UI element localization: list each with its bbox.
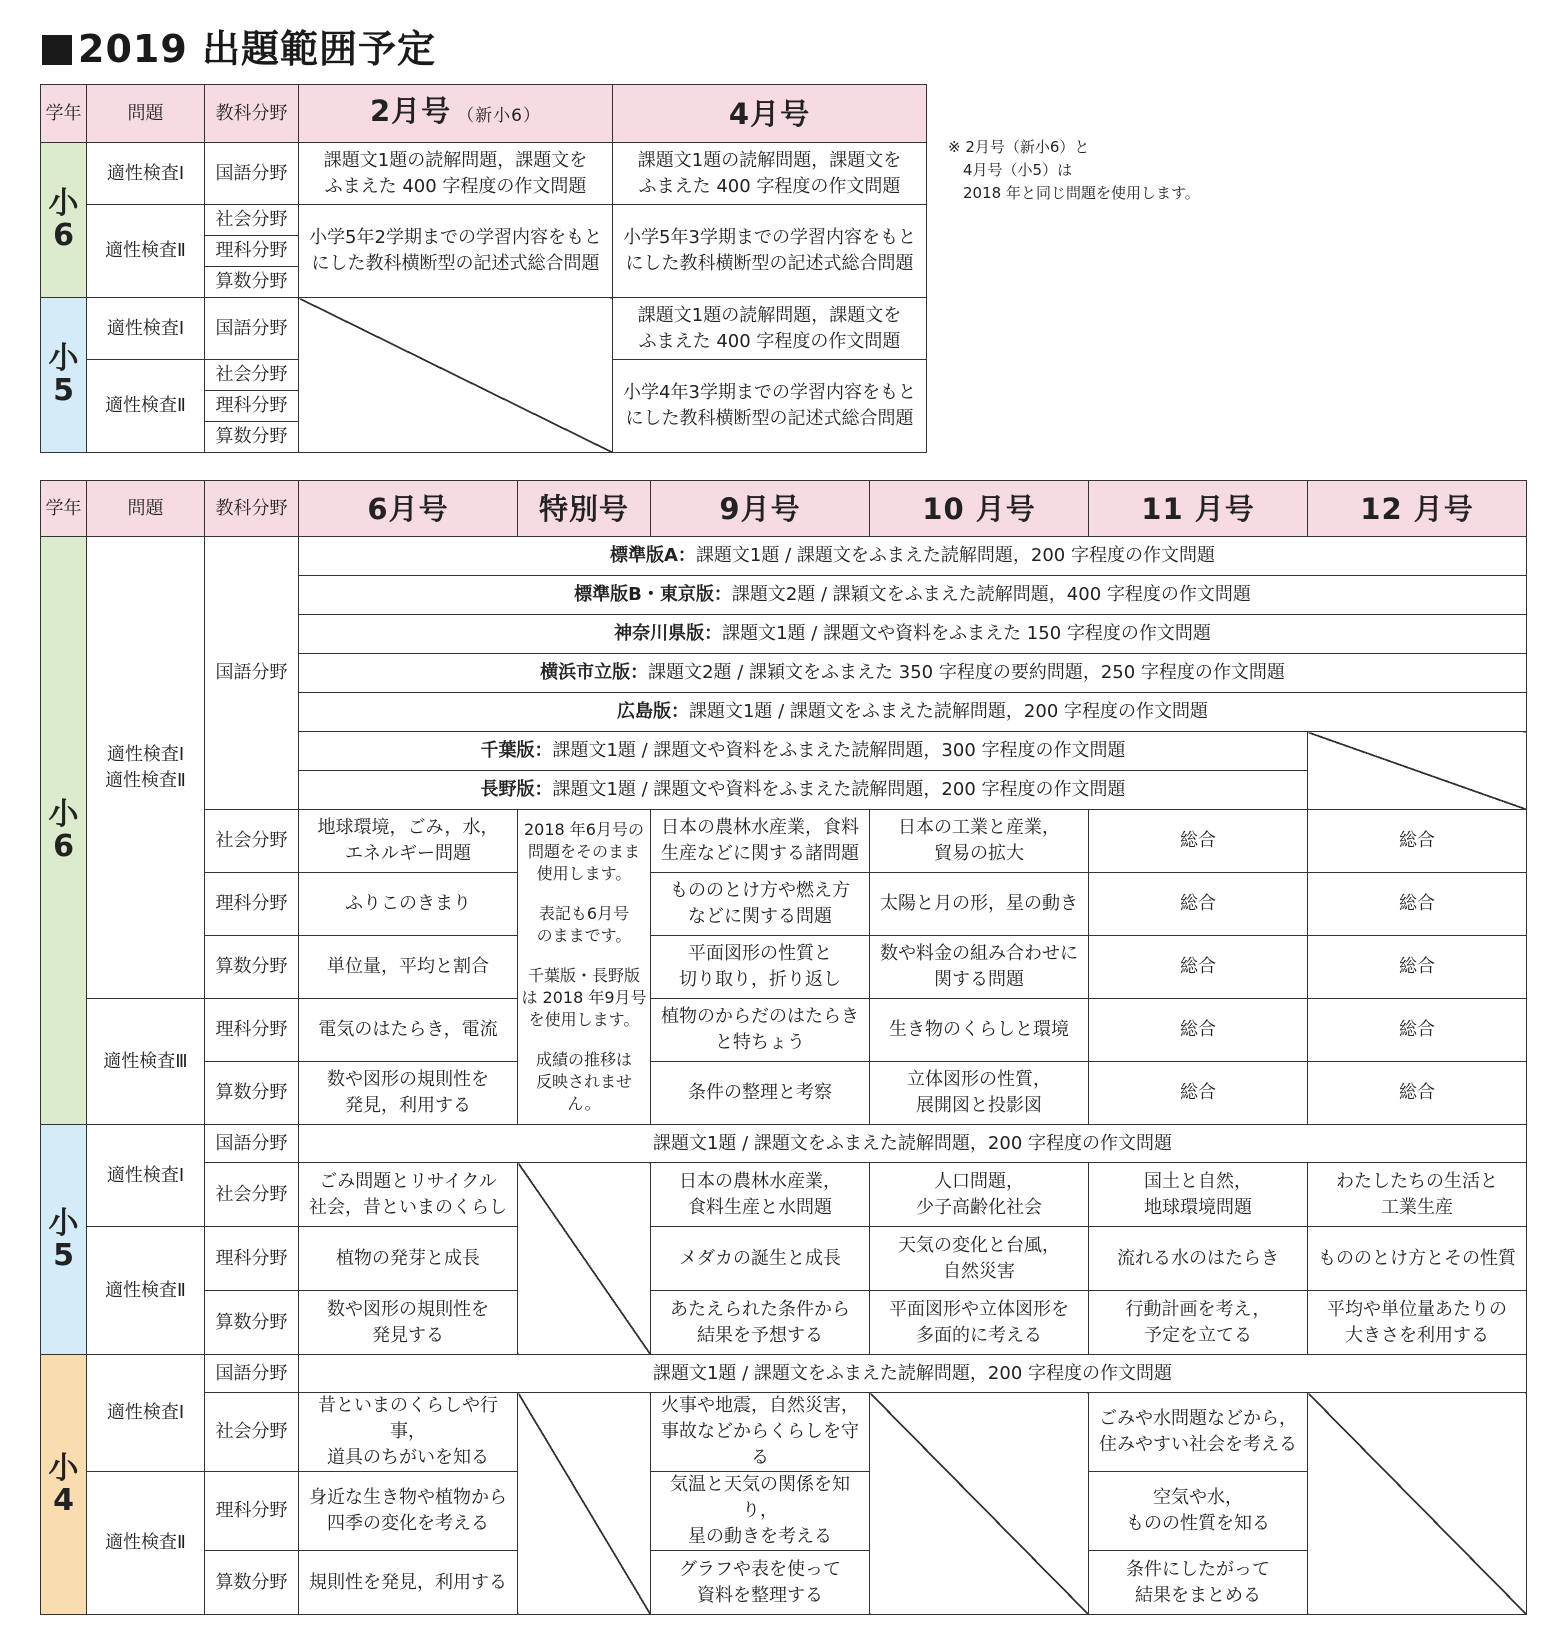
test-2: 適性検査Ⅱ: [87, 1472, 205, 1615]
cell-g5-math-sep: あたえられた条件から 結果を予想する: [651, 1291, 870, 1355]
cell-g4-dec-empty: [1308, 1393, 1527, 1615]
cell-g6-t3-math-sep: 条件の整理と考察: [651, 1062, 870, 1125]
cell-g6-social-sep: 日本の農林水産業，食料 生産などに関する諸問題: [651, 810, 870, 873]
cell-g5-social-jun: ごみ問題とリサイクル 社会，昔といまのくらし: [299, 1163, 518, 1227]
test-3: 適性検査Ⅲ: [87, 999, 205, 1125]
header-feb: 2月号 （新小6）: [299, 85, 613, 143]
cell-g4-science-sep: 気温と天気の関係を知り， 星の動きを考える: [651, 1472, 870, 1551]
cell-g4-social-nov: ごみや水問題などから， 住みやすい社会を考える: [1089, 1393, 1308, 1472]
header-jun: 6月号: [299, 481, 518, 537]
cell-g6-t3-math-jun: 数や図形の規則性を 発見，利用する: [299, 1062, 518, 1125]
cell-g4-science-nov: 空気や水， ものの性質を知る: [1089, 1472, 1308, 1551]
cell-g5-math-oct: 平面図形や立体図形を 多面的に考える: [870, 1291, 1089, 1355]
cell-g6-social-oct: 日本の工業と産業， 貿易の拡大: [870, 810, 1089, 873]
subject-social: 社会分野: [205, 360, 299, 391]
cell-g6-t3-science-jun: 電気のはたらき，電流: [299, 999, 518, 1062]
subject-math: 算数分野: [205, 1062, 299, 1125]
cell-g6-math-sep: 平面図形の性質と 切り取り，折り返し: [651, 936, 870, 999]
subject-math: 算数分野: [205, 422, 299, 453]
edition-hiroshima: 広島版：課題文1題 / 課題文をふまえた読解問題，200 字程度の作文問題: [299, 693, 1527, 732]
grade-4-label: 小 4: [41, 1355, 87, 1615]
cell-g4-math-sep: グラフや表を使って 資料を整理する: [651, 1551, 870, 1615]
cell-g6-t3-math-nov: 総合: [1089, 1062, 1308, 1125]
test-2: 適性検査Ⅱ: [87, 1227, 205, 1355]
cell-g5-special-empty: [518, 1163, 651, 1355]
cell-g6-t3-science-nov: 総合: [1089, 999, 1308, 1062]
test-2: 適性検査Ⅱ: [87, 360, 205, 453]
square-bullet-icon: [42, 35, 72, 65]
cell-g5-science-jun: 植物の発芽と成長: [299, 1227, 518, 1291]
edition-chiba: 千葉版：課題文1題 / 課題文や資料をふまえた読解問題，300 字程度の作文問題: [299, 732, 1308, 771]
subject-social: 社会分野: [205, 1163, 299, 1227]
cell-apr-g5-test2: 小学4年3学期までの学習内容をもと にした教科横断型の記述式総合問題: [613, 360, 927, 453]
cell-g6-t3-science-sep: 植物のからだのはたらき と特ちょう: [651, 999, 870, 1062]
cell-g5-social-nov: 国土と自然， 地球環境問題: [1089, 1163, 1308, 1227]
cell-g5-social-dec: わたしたちの生活と 工業生産: [1308, 1163, 1527, 1227]
cell-g4-oct-empty: [870, 1393, 1089, 1615]
special-issue-note: 2018 年6月号の 問題をそのまま 使用します。 表記も6月号 のままです。 千葉版・長野版 は 2018 年9月号 を使用します。 成績の推移は 反映されません。: [518, 810, 651, 1125]
cell-g4-social-jun: 昔といまのくらしや行事， 道具のちがいを知る: [299, 1393, 518, 1472]
test-1: 適性検査Ⅰ: [87, 298, 205, 360]
cell-g5-science-oct: 天気の変化と台風， 自然災害: [870, 1227, 1089, 1291]
cell-g5-science-sep: メダカの誕生と成長: [651, 1227, 870, 1291]
header-grade: 学年: [41, 85, 87, 143]
schedule-table-feb-apr: [40, 84, 927, 453]
cell-g4-math-nov: 条件にしたがって 結果をまとめる: [1089, 1551, 1308, 1615]
header-special: 特別号: [518, 481, 651, 537]
header-oct: 10 月号: [870, 481, 1089, 537]
cell-g6-math-dec: 総合: [1308, 936, 1527, 999]
test-1-2: 適性検査Ⅰ 適性検査Ⅱ: [87, 537, 205, 999]
cell-g4-social-sep: 火事や地震，自然災害， 事故などからくらしを守る: [651, 1393, 870, 1472]
grade-5-label: 小 5: [41, 298, 87, 453]
cell-g6-science-sep: もののとけ方や燃え方 などに関する問題: [651, 873, 870, 936]
subject-math: 算数分野: [205, 267, 299, 298]
subject-social: 社会分野: [205, 205, 299, 236]
header-sep: 9月号: [651, 481, 870, 537]
subject-science: 理科分野: [205, 391, 299, 422]
cell-g6-science-nov: 総合: [1089, 873, 1308, 936]
header-nov: 11 月号: [1089, 481, 1308, 537]
test-1: 適性検査Ⅰ: [87, 1125, 205, 1227]
edition-standard-b-tokyo: 標準版B・東京版：課題文2題 / 課穎文をふまえた読解問題，400 字程度の作文問題: [299, 576, 1527, 615]
subject-science: 理科分野: [205, 1227, 299, 1291]
grade-5-label: 小 5: [41, 1125, 87, 1355]
cell-g6-science-oct: 太陽と月の形，星の動き: [870, 873, 1089, 936]
subject-math: 算数分野: [205, 1291, 299, 1355]
header-subject: 教科分野: [205, 85, 299, 143]
edition-kanagawa: 神奈川県版：課題文1題 / 課題文や資料をふまえた 150 字程度の作文問題: [299, 615, 1527, 654]
grade-6-label: 小 6: [41, 143, 87, 298]
header-subject: 教科分野: [205, 481, 299, 537]
cell-g6-t3-science-dec: 総合: [1308, 999, 1527, 1062]
subject-science: 理科分野: [205, 999, 299, 1062]
cell-g6-t3-math-oct: 立体図形の性質， 展開図と投影図: [870, 1062, 1089, 1125]
test-2: 適性検査Ⅱ: [87, 205, 205, 298]
subject-math: 算数分野: [205, 936, 299, 999]
cell-g6-math-oct: 数や料金の組み合わせに 関する問題: [870, 936, 1089, 999]
cell-feb-g6-test1: 課題文1題の読解問題，課題文を ふまえた 400 字程度の作文問題: [299, 143, 613, 205]
cell-g4-math-jun: 規則性を発見，利用する: [299, 1551, 518, 1615]
note-text: ※ 2月号（新小6）と 4月号（小5）は 2018 年と同じ問題を使用します。: [948, 138, 1200, 202]
cell-g6-t3-math-dec: 総合: [1308, 1062, 1527, 1125]
edition-yokohama: 横浜市立版：課題文2題 / 課穎文をふまえた 350 字程度の要約問題，250 字程度の作文問題: [299, 654, 1527, 693]
cell-g5-japanese: 課題文1題 / 課題文をふまえた読解問題，200 字程度の作文問題: [299, 1125, 1527, 1163]
header-apr: 4月号: [613, 85, 927, 143]
cell-g6-math-jun: 単位量，平均と割合: [299, 936, 518, 999]
subject-japanese: 国語分野: [205, 1125, 299, 1163]
cell-g6-social-nov: 総合: [1089, 810, 1308, 873]
subject-science: 理科分野: [205, 873, 299, 936]
page-title: 2019 出題範囲予定: [42, 18, 436, 73]
cell-apr-g6-test2: 小学5年3学期までの学習内容をもと にした教科横断型の記述式総合問題: [613, 205, 927, 298]
cell-g5-math-jun: 数や図形の規則性を 発見する: [299, 1291, 518, 1355]
cell-g6-math-nov: 総合: [1089, 936, 1308, 999]
cell-g4-science-jun: 身近な生き物や植物から 四季の変化を考える: [299, 1472, 518, 1551]
cell-dec-empty: [1308, 732, 1527, 810]
cell-g5-math-nov: 行動計画を考え， 予定を立てる: [1089, 1291, 1308, 1355]
cell-g5-science-dec: もののとけ方とその性質: [1308, 1227, 1527, 1291]
subject-science: 理科分野: [205, 236, 299, 267]
cell-feb-g6-test2: 小学5年2学期までの学習内容をもと にした教科横断型の記述式総合問題: [299, 205, 613, 298]
cell-apr-g6-test1: 課題文1題の読解問題，課題文を ふまえた 400 字程度の作文問題: [613, 143, 927, 205]
schedule-table-jun-dec: [40, 480, 1527, 1615]
header-problem: 問題: [87, 481, 205, 537]
test-1: 適性検査Ⅰ: [87, 143, 205, 205]
grade-6-label: 小 6: [41, 537, 87, 1125]
header-dec: 12 月号: [1308, 481, 1527, 537]
edition-nagano: 長野版：課題文1題 / 課題文や資料をふまえた読解問題，200 字程度の作文問題: [299, 771, 1308, 810]
test-1: 適性検査Ⅰ: [87, 1355, 205, 1472]
subject-social: 社会分野: [205, 810, 299, 873]
cell-g6-social-jun: 地球環境，ごみ，水， エネルギー問題: [299, 810, 518, 873]
cell-g4-japanese: 課題文1題 / 課題文をふまえた読解問題，200 字程度の作文問題: [299, 1355, 1527, 1393]
subject-japanese: 国語分野: [205, 1355, 299, 1393]
subject-japanese: 国語分野: [205, 143, 299, 205]
subject-social: 社会分野: [205, 1393, 299, 1472]
cell-g6-science-dec: 総合: [1308, 873, 1527, 936]
header-grade: 学年: [41, 481, 87, 537]
cell-feb-g5-empty: [299, 298, 613, 453]
cell-apr-g5-test1: 課題文1題の読解問題，課題文を ふまえた 400 字程度の作文問題: [613, 298, 927, 360]
cell-g5-science-nov: 流れる水のはたらき: [1089, 1227, 1308, 1291]
subject-science: 理科分野: [205, 1472, 299, 1551]
cell-g6-science-jun: ふりこのきまり: [299, 873, 518, 936]
cell-g6-social-dec: 総合: [1308, 810, 1527, 873]
cell-g5-social-sep: 日本の農林水産業， 食料生産と水問題: [651, 1163, 870, 1227]
cell-g5-social-oct: 人口問題， 少子高齢化社会: [870, 1163, 1089, 1227]
cell-g5-math-dec: 平均や単位量あたりの 大きさを利用する: [1308, 1291, 1527, 1355]
subject-japanese: 国語分野: [205, 537, 299, 810]
subject-japanese: 国語分野: [205, 298, 299, 360]
edition-standard-a: 標準版A：課題文1題 / 課題文をふまえた読解問題，200 字程度の作文問題: [299, 537, 1527, 576]
subject-math: 算数分野: [205, 1551, 299, 1615]
header-problem: 問題: [87, 85, 205, 143]
cell-g4-special-empty: [518, 1393, 651, 1615]
cell-g6-t3-science-oct: 生き物のくらしと環境: [870, 999, 1089, 1062]
